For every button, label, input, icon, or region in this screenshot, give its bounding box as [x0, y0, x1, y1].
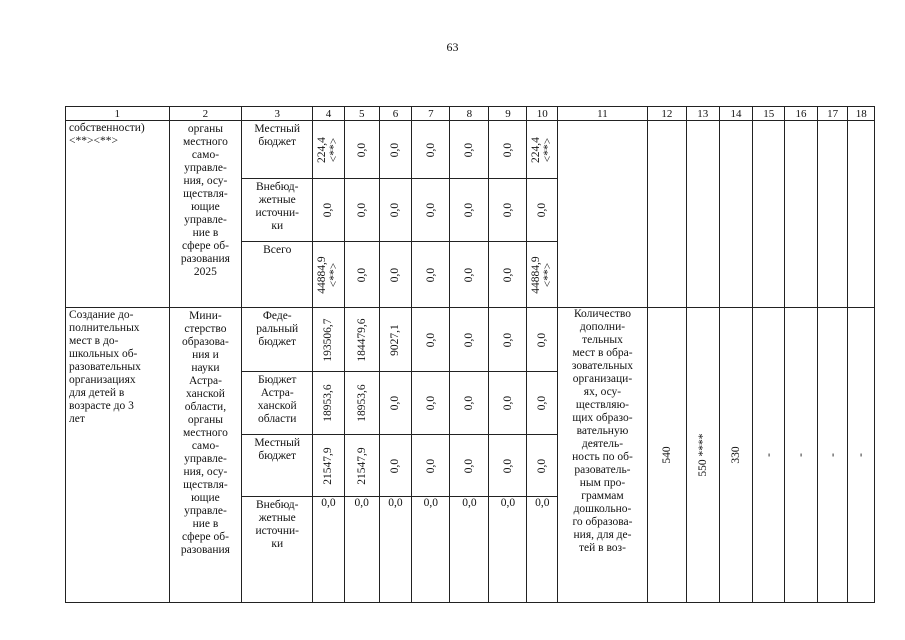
value-cell: 0,0	[489, 497, 527, 603]
value-cell: 0,0	[412, 435, 450, 497]
value-cell: 18953,6	[344, 372, 379, 435]
funding-source-cell: Местный бюджет	[242, 121, 313, 179]
target-value-cell: -	[753, 308, 785, 603]
header-cell: 18	[848, 107, 875, 121]
header-cell: 5	[344, 107, 379, 121]
funding-source-cell: Местный бюджет	[242, 435, 313, 497]
header-row	[66, 107, 875, 121]
header-cell: 13	[686, 107, 719, 121]
value-cell: 0,0	[344, 242, 379, 308]
target-value-cell: -	[785, 308, 818, 603]
value-cell: 224,4 <**>	[313, 121, 345, 179]
value-cell: 0,0	[313, 497, 345, 603]
value-cell: 0,0	[450, 435, 489, 497]
value-cell: 0,0	[450, 308, 489, 372]
value-cell: 0,0	[527, 179, 558, 242]
value-cell: 0,0	[527, 372, 558, 435]
value-cell: 0,0	[344, 179, 379, 242]
value-cell: 0,0	[412, 497, 450, 603]
value-cell: 184479,6	[344, 308, 379, 372]
value-cell: 193506,7	[313, 308, 345, 372]
header-cell: 4	[313, 107, 345, 121]
value-cell: 44884,9 <**>	[527, 242, 558, 308]
header-cell: 1	[66, 107, 170, 121]
value-cell: 0,0	[379, 372, 412, 435]
value-cell: 0,0	[450, 121, 489, 179]
value-cell: 0,0	[489, 372, 527, 435]
executor-cell: органы местного само- управле- ния, осу- ществля- ющие управле- ние в сфере об- разования 2025	[169, 121, 242, 308]
header-cell: 8	[450, 107, 489, 121]
header-cell: 15	[753, 107, 785, 121]
value-cell: 0,0	[450, 179, 489, 242]
value-cell: 0,0	[489, 121, 527, 179]
value-cell: 0,0	[379, 179, 412, 242]
empty-cell	[647, 121, 686, 308]
table-row	[66, 308, 875, 372]
executor-cell: Мини- стерство образова- ния и науки Астра- ханской области, органы местного само- управле- ния, осу- ществля- ющие управле- ние в сфере об- разования	[169, 308, 242, 603]
event-name-cell: собственности) <**><**>	[66, 121, 170, 308]
table-row	[66, 121, 875, 179]
value-cell: 0,0	[489, 179, 527, 242]
funding-source-cell: Всего	[242, 242, 313, 308]
target-value-cell: 550 ****	[686, 308, 719, 603]
value-cell: 0,0	[412, 179, 450, 242]
empty-cell	[719, 121, 753, 308]
target-value-cell: 330	[719, 308, 753, 603]
funding-source-cell: Феде- ральный бюджет	[242, 308, 313, 372]
value-cell: 0,0	[412, 242, 450, 308]
page-number: 63	[446, 40, 459, 54]
funding-source-cell: Внебюд- жетные источни- ки	[242, 179, 313, 242]
value-cell: 44884,9 <**>	[313, 242, 345, 308]
value-cell: 0,0	[527, 308, 558, 372]
value-cell: 21547,9	[313, 435, 345, 497]
value-cell: 0,0	[412, 121, 450, 179]
budget-table	[65, 106, 875, 603]
value-cell: 0,0	[379, 435, 412, 497]
value-cell: 0,0	[379, 242, 412, 308]
empty-cell	[817, 121, 848, 308]
funding-source-cell: Внебюд- жетные источни- ки	[242, 497, 313, 603]
value-cell: 0,0	[489, 308, 527, 372]
empty-cell	[753, 121, 785, 308]
indicator-cell: Количество дополни- тельных мест в обра- зовательных организаци- ях, осу- ществляю- щих образо- вательную деятель- ность по об- разователь- ным про- граммам дошкольно- го образова- ния, для де- тей в воз-	[558, 308, 648, 603]
header-cell: 3	[242, 107, 313, 121]
funding-source-cell: Бюджет Астра- ханской области	[242, 372, 313, 435]
value-cell: 0,0	[489, 242, 527, 308]
value-cell: 0,0	[379, 497, 412, 603]
value-cell: 0,0	[313, 179, 345, 242]
target-value-cell: -	[817, 308, 848, 603]
header-cell: 12	[647, 107, 686, 121]
header-cell: 17	[817, 107, 848, 121]
header-cell: 7	[412, 107, 450, 121]
header-cell: 14	[719, 107, 753, 121]
value-cell: 224,4 <**>	[527, 121, 558, 179]
value-cell: 21547,9	[344, 435, 379, 497]
value-cell: 0,0	[450, 372, 489, 435]
value-cell: 0,0	[412, 308, 450, 372]
indicator-cell	[558, 121, 648, 308]
value-cell: 0,0	[527, 435, 558, 497]
empty-cell	[686, 121, 719, 308]
value-cell: 0,0	[344, 497, 379, 603]
target-value-cell: 540	[647, 308, 686, 603]
value-cell: 0,0	[379, 121, 412, 179]
header-cell: 2	[169, 107, 242, 121]
value-cell: 0,0	[412, 372, 450, 435]
header-cell: 10	[527, 107, 558, 121]
header-cell: 6	[379, 107, 412, 121]
header-cell: 9	[489, 107, 527, 121]
empty-cell	[785, 121, 818, 308]
value-cell: 9027,1	[379, 308, 412, 372]
value-cell: 0,0	[450, 242, 489, 308]
value-cell: 0,0	[344, 121, 379, 179]
value-cell: 0,0	[527, 497, 558, 603]
header-cell: 11	[558, 107, 648, 121]
empty-cell	[848, 121, 875, 308]
event-name-cell: Создание до- полнительных мест в до- школьных об- разовательных организациях для детей в возрасте до 3 лет	[66, 308, 170, 603]
value-cell: 18953,6	[313, 372, 345, 435]
value-cell: 0,0	[450, 497, 489, 603]
value-cell: 0,0	[489, 435, 527, 497]
target-value-cell: -	[848, 308, 875, 603]
header-cell: 16	[785, 107, 818, 121]
